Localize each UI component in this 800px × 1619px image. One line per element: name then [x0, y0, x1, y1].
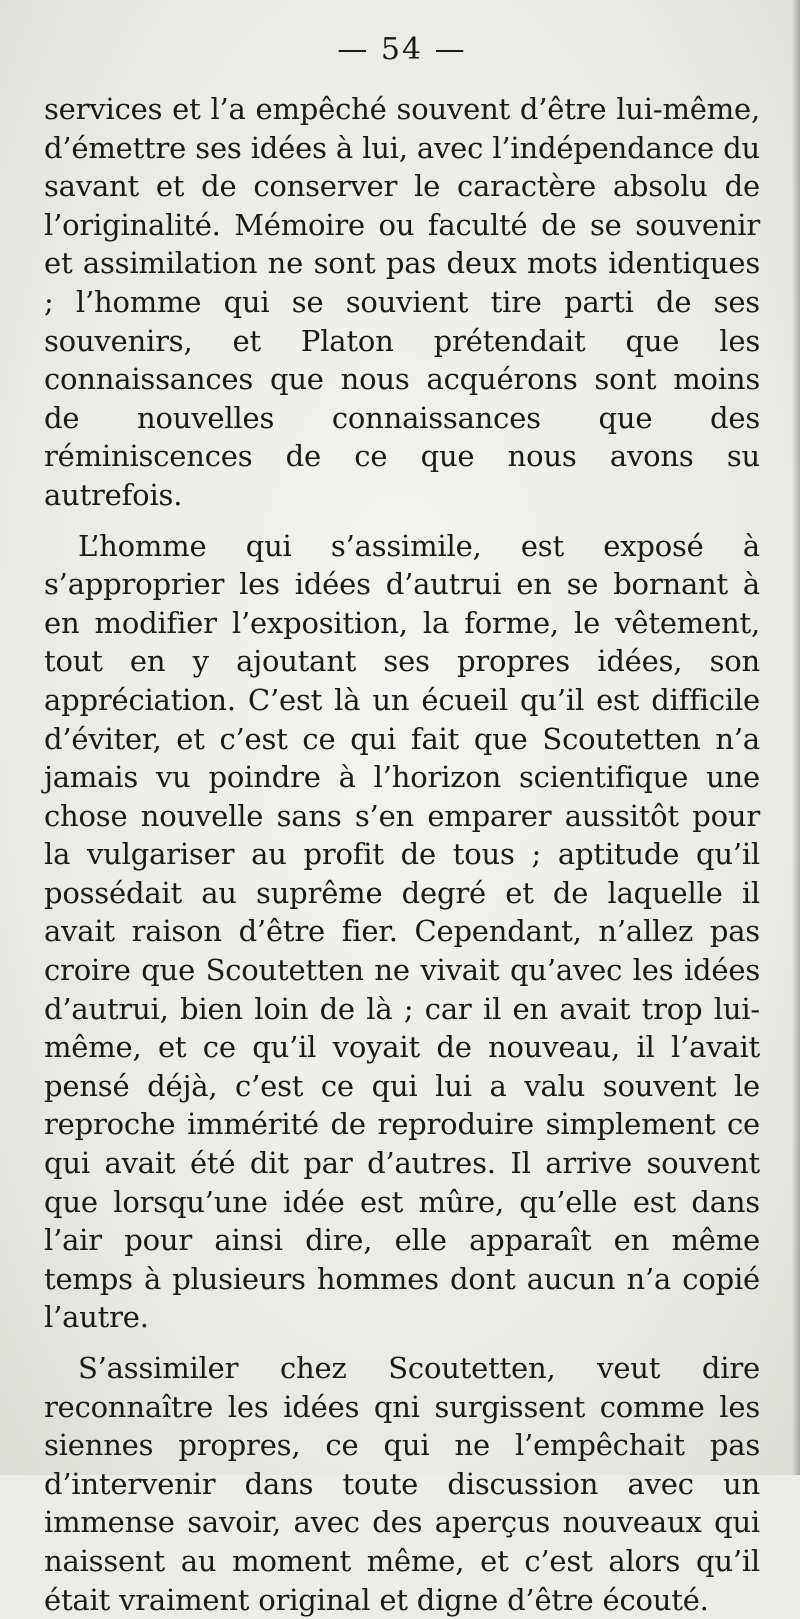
paragraph-1: services et l’a empêché souvent d’être lui-même, d’émettre ses idées à lui, avec l’indépendance du savant et de conserver le caractère absolu de l’originalité. Mémoire ou faculté de se souvenir et assimilation ne sont pas deux mots identiques ; l’homme qui se souvient tire parti de ses souvenirs, et Platon prétendait que les connaissances que nous acquérons sont moins de nouvelles connaissances que des réminiscences de ce que nous avons su autrefois. [44, 92, 760, 512]
paragraph-2: L’homme qui s’assimile, est exposé à s’approprier les idées d’autrui en se bornant à en modifier l’exposition, la forme, le vêtement, tout en y ajoutant ses propres idées, son appréciation. C’est là un écueil qu’il est difficile d’éviter, et c’est ce qui fait que Scoutetten n’a jamais vu poindre à l’horizon scientifique une chose nouvelle sans s’en emparer aussitôt pour la vulgariser au profit de tous ; aptitude qu’il possédait au suprême degré et de laquelle il avait raison d’être fier. Cependant, n’allez pas croire que Scoutetten ne vivait qu’avec les idées d’autrui, bien loin de là ; car il en avait trop lui-même, et ce qu’il voyait de nouveau, il l’avait pensé déjà, c’est ce qui lui a valu souvent le reproche immérité de reproduire simplement ce qui avait été dit par d’autres. Il arrive souvent que lorsqu’une idée est mûre, qu’elle est dans l’air pour ainsi dire, elle apparaît en même temps à plusieurs hommes dont aucun n’a copié l’autre. [44, 528, 760, 1335]
page-body [44, 90, 760, 1619]
page-number: — 54 — [337, 32, 467, 67]
page-spine-shadow [792, 0, 800, 1475]
paragraph-3: S’assimiler chez Scoutetten, veut dire reconnaître les idées qni surgissent comme les siennes propres, ce qui ne l’empêchait pas d’intervenir dans toute discussion avec un immense savoir, avec des aperçus nouveaux qui naissent au moment même, et c’est alors qu’il était vraiment original et digne d’être écouté. [44, 1351, 760, 1617]
